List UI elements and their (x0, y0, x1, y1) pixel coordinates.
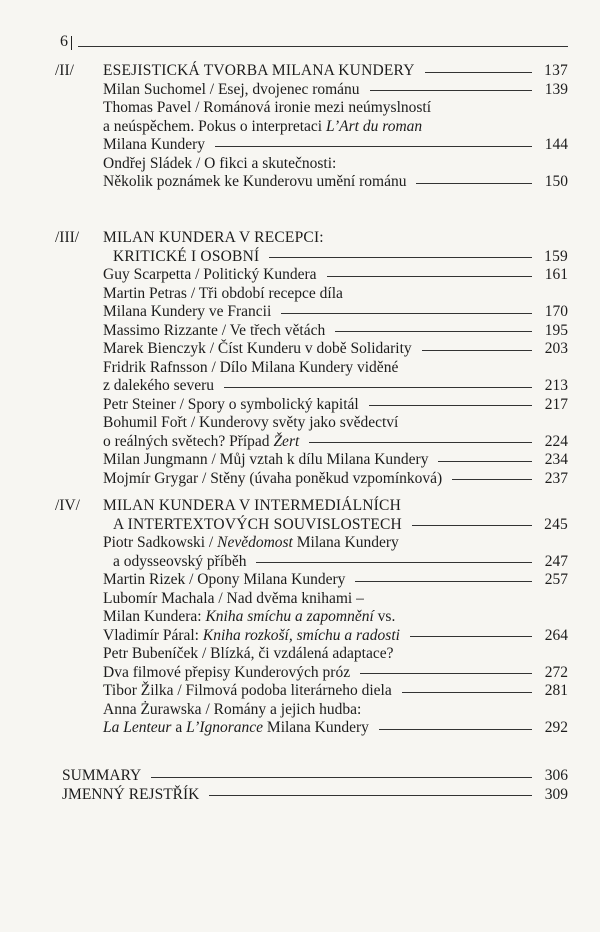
entry-title (103, 470, 442, 489)
toc-entry (103, 340, 568, 359)
toc-entry (103, 645, 568, 664)
toc-entry (103, 516, 568, 535)
entry-title (103, 534, 399, 553)
dash-leader (209, 795, 532, 796)
entry-text: vs. (373, 608, 396, 625)
entry-title (103, 590, 364, 609)
entry-text: Martin Petras / Tři období recepce díla (103, 284, 343, 302)
entry-title (103, 414, 398, 433)
entry-text: a neúspěchem. Pokus o interpretaci (103, 117, 326, 135)
entry-text: Milan Suchomel / Esej, dvojenec románu (103, 80, 360, 98)
entry-text: Dva filmové přepisy Kunderových próz (103, 663, 351, 681)
toc-entry (103, 81, 568, 100)
entry-title (103, 719, 369, 738)
toc-entry (103, 590, 568, 609)
entry-title (103, 396, 359, 415)
dash-leader (327, 276, 532, 277)
toc-entry (103, 534, 568, 553)
dash-leader (360, 673, 532, 674)
entry-page-number: 245 (544, 515, 568, 533)
entry-text: ESEJISTICKÁ TVORBA MILANA KUNDERY (103, 62, 415, 79)
entry-italic-title: Kniha smíchu a zapomnění (205, 608, 374, 625)
toc-entry (103, 451, 568, 470)
entry-title (103, 303, 271, 322)
toc-entry (103, 285, 568, 304)
dash-leader (452, 479, 532, 480)
toc-entry (103, 701, 568, 720)
dash-leader (422, 350, 532, 351)
dash-leader (335, 331, 532, 332)
entry-page-number: 150 (544, 173, 568, 190)
entry-text: a odysseovský příběh (113, 552, 247, 570)
entry-text: JMENNÝ REJSTŘÍK (62, 785, 200, 803)
section-entries (103, 497, 568, 738)
toc-entry (103, 664, 568, 683)
dash-leader (402, 692, 532, 693)
entry-page-number: 309 (544, 785, 568, 803)
toc-entry (103, 553, 568, 572)
dash-leader (438, 461, 532, 462)
entry-title (103, 701, 361, 720)
header-rule (78, 46, 568, 47)
entry-title (113, 516, 402, 535)
dash-leader (412, 525, 532, 526)
dash-leader (309, 442, 532, 443)
entry-page-number: 306 (544, 767, 568, 784)
entry-italic-title: L’Ignorance (186, 719, 264, 736)
entry-text: SUMMARY (62, 767, 142, 784)
entry-title (103, 451, 428, 470)
toc-entry (103, 248, 568, 267)
header-divider (71, 36, 72, 50)
entry-title (103, 266, 317, 285)
entry-text: Piotr Sadkowski / (103, 534, 218, 551)
entry-title (103, 285, 343, 304)
toc-entry (103, 719, 568, 738)
toc-entry (103, 470, 568, 489)
entry-text: Bohumil Fořt / Kunderovy světy jako svědectví (103, 414, 399, 431)
entry-text: Massimo Rizzante / Ve třech větách (103, 321, 326, 339)
entry-page-number: 217 (544, 395, 568, 413)
entry-italic-title: La Lenteur (103, 719, 172, 736)
entry-title (103, 99, 431, 118)
dash-leader (370, 90, 532, 91)
dash-leader (215, 146, 532, 147)
toc-entry (62, 786, 568, 805)
toc-entry (103, 377, 568, 396)
entry-text: MILAN KUNDERA V INTERMEDIÁLNÍCH (103, 497, 401, 514)
entry-text: Milana Kundery ve Francii (103, 303, 272, 320)
toc-entry (103, 322, 568, 341)
entry-text: a (171, 719, 187, 736)
entry-title (103, 664, 350, 683)
entry-italic-title: Žert (273, 432, 300, 450)
entry-text: Martin Rizek / Opony Milana Kundery (103, 571, 346, 588)
entry-text: Marek Bienczyk / Číst Kunderu v době Solidarity (103, 340, 412, 357)
entry-title (103, 340, 412, 359)
entry-italic-title: L’Art du roman (325, 117, 423, 135)
entry-page-number: 213 (544, 377, 568, 394)
entry-page-number: 272 (544, 663, 568, 681)
dash-leader (224, 387, 532, 388)
dash-leader (369, 405, 532, 406)
entry-title (103, 433, 299, 452)
toc-entry (103, 229, 568, 248)
entry-italic-title: Kniha rozkoší, smíchu a radosti (202, 626, 400, 644)
entry-text: Lubomír Machala / Nad dvěma knihami – (103, 589, 364, 607)
entry-page-number: 224 (544, 432, 568, 450)
toc-entry (103, 608, 568, 627)
toc-entry (103, 173, 568, 192)
entry-text: A INTERTEXTOVÝCH SOUVISLOSTECH (113, 515, 402, 533)
section-entries (103, 229, 568, 488)
entry-title (103, 136, 205, 155)
entry-page-number: 264 (544, 626, 568, 644)
toc-entry (103, 414, 568, 433)
dash-leader (151, 777, 532, 778)
entry-title (62, 767, 141, 786)
dash-leader (379, 729, 532, 730)
entry-title (103, 645, 394, 664)
section-number: /IV/ (55, 497, 80, 514)
entry-title (103, 377, 214, 396)
entry-title (103, 229, 324, 248)
entry-text: Milana Kundery (292, 534, 399, 551)
toc-entry (103, 396, 568, 415)
toc-entry (103, 99, 568, 118)
entry-title (103, 322, 325, 341)
entry-title (103, 359, 398, 378)
toc-entry (103, 682, 568, 701)
dash-leader (256, 562, 532, 563)
entry-page-number: 144 (544, 136, 568, 153)
page-header (60, 33, 568, 53)
entry-text: Několik poznámek ke Kunderovu umění románu (103, 173, 407, 190)
entry-text: KRITICKÉ I OSOBNÍ (113, 247, 260, 265)
entry-title (113, 553, 246, 572)
entry-title (103, 173, 406, 192)
entry-page-number: 139 (544, 80, 568, 98)
entry-text: Tibor Žilka / Filmová podoba literárneho diela (103, 682, 392, 699)
entry-page-number: 234 (544, 451, 568, 468)
entry-page-number: 247 (544, 552, 568, 570)
toc-entry (103, 359, 568, 378)
entry-text: Thomas Pavel / Románová ironie mezi neúmyslností (103, 99, 432, 116)
entry-page-number: 195 (544, 321, 568, 339)
toc-entry (103, 433, 568, 452)
entry-title (103, 81, 360, 100)
entry-text: Milan Jungmann / Můj vztah k dílu Milana Kundery (103, 451, 429, 468)
toc-entry (103, 62, 568, 81)
entry-text: Guy Scarpetta / Politický Kundera (103, 266, 317, 283)
entry-text: o reálných světech? Případ (103, 432, 274, 450)
entry-text: Milana Kundery (103, 136, 206, 153)
section-entries (103, 62, 568, 192)
entry-page-number: 292 (544, 719, 568, 736)
toc-entry (103, 303, 568, 322)
entry-text: Mojmír Grygar / Stěny (úvaha poněkud vzpomínková) (103, 469, 443, 487)
entry-title (103, 608, 395, 627)
dash-leader (410, 636, 532, 637)
toc-entry (103, 266, 568, 285)
dash-leader (355, 581, 532, 582)
entry-title (103, 62, 415, 81)
entry-text: Fridrik Rafnsson / Dílo Milana Kundery viděné (103, 358, 399, 376)
entry-page-number: 137 (544, 62, 568, 79)
section-number: /III/ (55, 229, 80, 246)
entry-italic-title: Nevědomost (217, 534, 293, 551)
entry-text: Milan Kundera: (103, 608, 206, 625)
entry-text: Ondřej Sládek / O fikci a skutečnosti: (103, 154, 337, 172)
entry-text: Anna Żurawska / Romány a jejich hudba: (103, 700, 362, 718)
entry-page-number: 257 (544, 571, 568, 588)
entry-page-number: 170 (544, 303, 568, 320)
dash-leader (416, 183, 532, 184)
entry-page-number: 161 (544, 266, 568, 283)
dash-leader (281, 313, 532, 314)
entry-text: z dalekého severu (103, 377, 215, 394)
entry-text: MILAN KUNDERA V RECEPCI: (103, 229, 324, 246)
entry-title (103, 118, 422, 137)
toc-entry (62, 767, 568, 786)
entry-title (103, 497, 401, 516)
toc-entry (103, 497, 568, 516)
section-number: /II/ (55, 62, 74, 79)
entry-page-number: 281 (544, 682, 568, 699)
entry-title (62, 786, 199, 805)
entry-title (103, 627, 400, 646)
entry-title (103, 155, 336, 174)
entry-text: Milana Kundery (263, 719, 369, 736)
dash-leader (425, 72, 532, 73)
toc-entry (103, 627, 568, 646)
entry-page-number: 159 (544, 247, 568, 265)
entry-page-number: 237 (544, 469, 568, 487)
entry-page-number: 203 (544, 340, 568, 357)
entry-text: Vladimír Páral: (103, 626, 203, 644)
dash-leader (269, 257, 532, 258)
entry-title (113, 248, 259, 267)
entry-title (103, 571, 345, 590)
entry-text: Petr Bubeníček / Blízká, či vzdálená adaptace? (103, 645, 394, 662)
toc-entry (103, 136, 568, 155)
toc-entry (103, 571, 568, 590)
entry-title (103, 682, 392, 701)
toc-entry (103, 155, 568, 174)
entry-text: Petr Steiner / Spory o symbolický kapitál (103, 395, 359, 413)
page-number: 6 (60, 33, 68, 50)
back-matter (62, 767, 568, 804)
toc-entry (103, 118, 568, 137)
